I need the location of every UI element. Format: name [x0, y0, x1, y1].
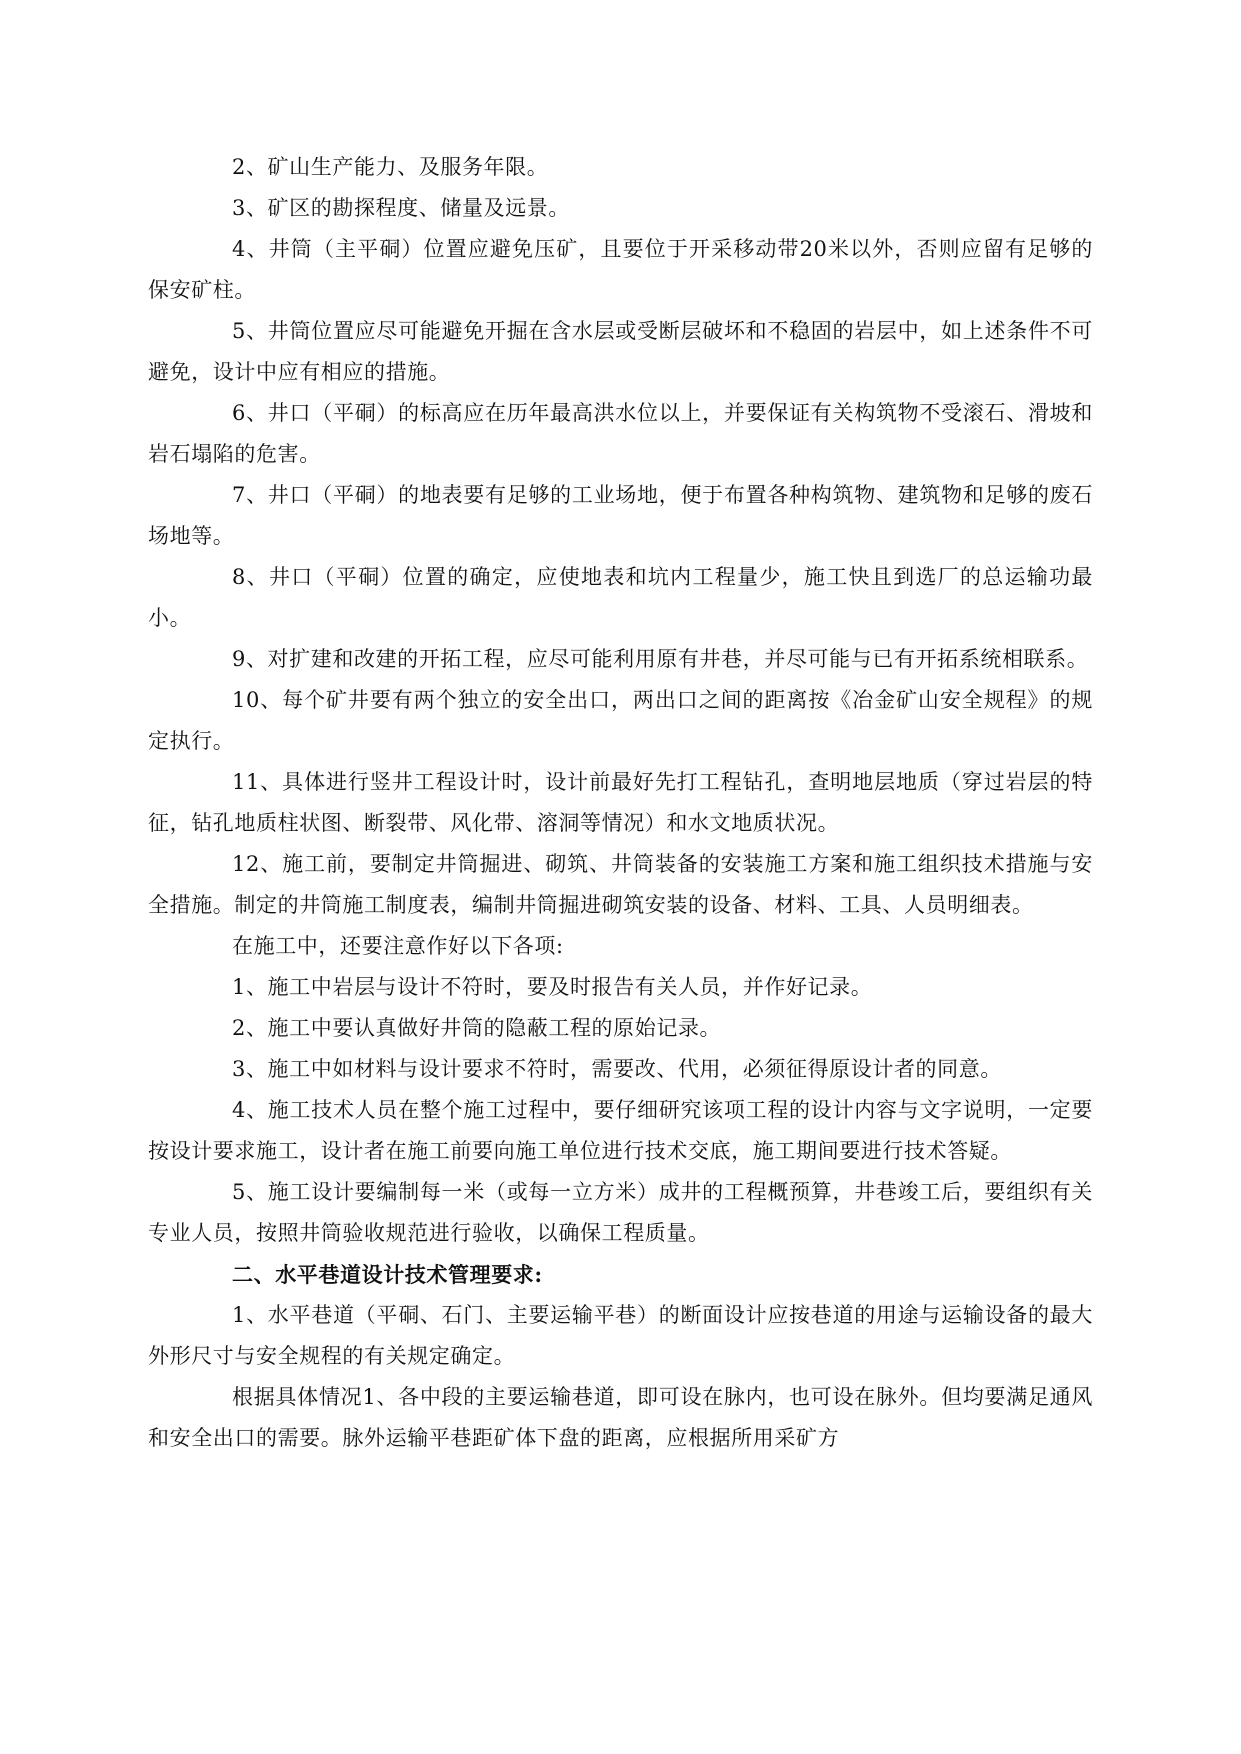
paragraph-4: 5、井筒位置应尽可能避免开掘在含水层或受断层破坏和不稳固的岩层中，如上述条件不可避免，设计中应有相应的措施。 [148, 319, 1093, 384]
document-body [148, 147, 1093, 1459]
paragraph-5: 6、井口（平硐）的标高应在历年最高洪水位以上，并要保证有关构筑物不受滚石、滑坡和岩石塌陷的危害。 [148, 401, 1093, 466]
section-heading: 二、水平巷道设计技术管理要求: [232, 1262, 543, 1287]
paragraph-3: 4、井筒（主平硐）位置应避免压矿，且要位于开采移动带20米以外，否则应留有足够的保安矿柱。 [148, 237, 1093, 302]
paragraph-1: 2、矿山生产能力、及服务年限。 [232, 155, 549, 179]
paragraph-15: 3、施工中如材料与设计要求不符时，需要改、代用，必须征得原设计者的同意。 [232, 1057, 1002, 1081]
paragraph-14: 2、施工中要认真做好井筒的隐蔽工程的原始记录。 [232, 1016, 722, 1040]
paragraph-7: 8、井口（平硐）位置的确定，应使地表和坑内工程量少，施工快且到选厂的总运输功最小。 [148, 565, 1093, 630]
paragraph-6: 7、井口（平硐）的地表要有足够的工业场地，便于布置各种构筑物、建筑物和足够的废石场地等。 [148, 483, 1093, 548]
paragraph-11: 12、施工前，要制定井筒掘进、砌筑、井筒装备的安装施工方案和施工组织技术措施与安全措施。制定的井筒施工制度表，编制井筒掘进砌筑安装的设备、材料、工具、人员明细表。 [148, 852, 1093, 917]
paragraph-12: 在施工中，还要注意作好以下各项: [232, 934, 564, 958]
paragraph-20: 根据具体情况1、各中段的主要运输巷道，即可设在脉内，也可设在脉外。但均要满足通风和安全出口的需要。脉外运输平巷距矿体下盘的距离，应根据所用采矿方 [148, 1385, 1093, 1450]
paragraph-2: 3、矿区的勘探程度、储量及远景。 [232, 196, 570, 220]
paragraph-10: 11、具体进行竖井工程设计时，设计前最好先打工程钻孔，查明地层地质（穿过岩层的特征，钻孔地质柱状图、断裂带、风化带、溶洞等情况）和水文地质状况。 [148, 770, 1093, 835]
paragraph-16: 4、施工技术人员在整个施工过程中，要仔细研究该项工程的设计内容与文字说明，一定要按设计要求施工，设计者在施工前要向施工单位进行技术交底，施工期间要进行技术答疑。 [148, 1098, 1093, 1163]
paragraph-13: 1、施工中岩层与设计不符时，要及时报告有关人员，并作好记录。 [232, 975, 873, 999]
paragraph-17: 5、施工设计要编制每一米（或每一立方米）成井的工程概预算，井巷竣工后，要组织有关专业人员，按照井筒验收规范进行验收，以确保工程质量。 [148, 1180, 1093, 1245]
paragraph-9: 10、每个矿井要有两个独立的安全出口，两出口之间的距离按《冶金矿山安全规程》的规定执行。 [148, 688, 1093, 753]
paragraph-8: 9、对扩建和改建的开拓工程，应尽可能利用原有井巷，并尽可能与已有开拓系统相联系。 [232, 647, 1089, 671]
paragraph-19: 1、水平巷道（平硐、石门、主要运输平巷）的断面设计应按巷道的用途与运输设备的最大外形尺寸与安全规程的有关规定确定。 [148, 1303, 1093, 1368]
